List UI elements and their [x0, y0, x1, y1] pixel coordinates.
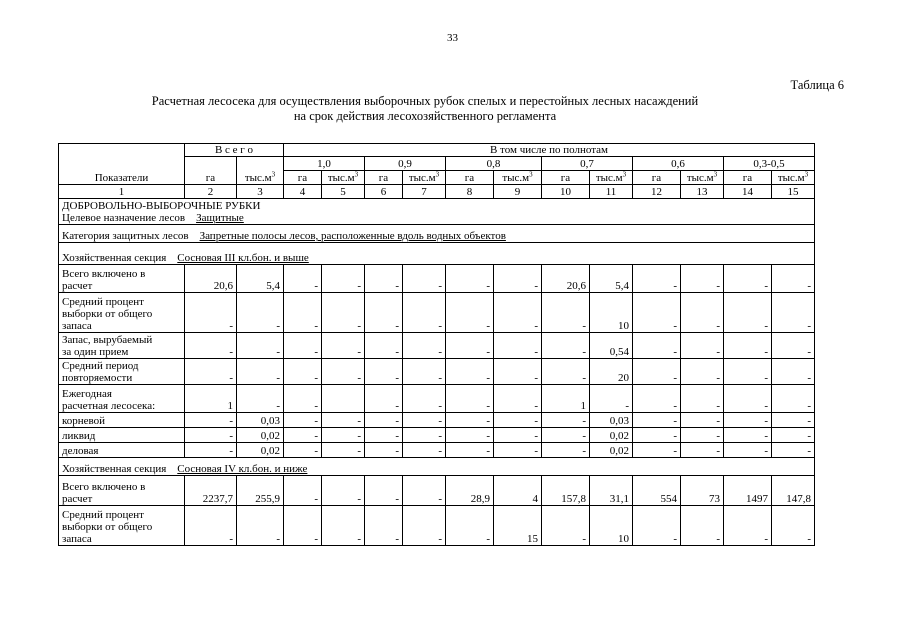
cell-value: -	[494, 293, 542, 333]
cell-value: -	[185, 359, 237, 385]
section-row-cell	[59, 243, 815, 265]
cell-value: -	[284, 385, 322, 413]
row-label	[59, 428, 185, 443]
table-row	[59, 506, 815, 546]
table-row	[59, 333, 815, 359]
cell-value: -	[633, 428, 681, 443]
cell-value: -	[365, 265, 403, 293]
header-unit-ha: га	[446, 171, 494, 185]
cell-value: -	[322, 428, 365, 443]
cell-value: 1497	[724, 476, 772, 506]
row-label-line: выборки от общего	[62, 308, 153, 320]
cell-value: -	[681, 359, 724, 385]
allowable-cut-table	[58, 143, 815, 546]
row-label-line: повторяемости	[62, 372, 133, 384]
header-unit-ha: га	[542, 171, 590, 185]
cell-value: 157,8	[542, 476, 590, 506]
cell-value: -	[633, 359, 681, 385]
column-number: 12	[633, 185, 681, 199]
cell-value: -	[403, 359, 446, 385]
cell-value: -	[365, 413, 403, 428]
cell-value: -	[772, 385, 815, 413]
cell-value: -	[322, 265, 365, 293]
cell-value: -	[237, 506, 284, 546]
header-density: 0,7	[542, 157, 633, 171]
cutting-type: ДОБРОВОЛЬНО-ВЫБОРОЧНЫЕ РУБКИ	[62, 200, 261, 212]
cell-value: -	[724, 385, 772, 413]
cell-value: -	[446, 443, 494, 458]
cell-value: -	[494, 359, 542, 385]
cell-value: -	[633, 506, 681, 546]
cell-value: -	[446, 359, 494, 385]
header-density: 1,0	[284, 157, 365, 171]
row-label-line: корневой	[62, 415, 106, 427]
row-label	[59, 385, 185, 413]
cell-value: 0,02	[237, 428, 284, 443]
section-value: Сосновая IV кл.бон. и ниже	[177, 463, 308, 475]
cell-value: 554	[633, 476, 681, 506]
cell-value: -	[681, 413, 724, 428]
row-label-line: Ежегодная	[62, 388, 112, 400]
table-label: Таблица 6	[790, 78, 844, 92]
table-header	[59, 144, 815, 199]
section-label: Хозяйственная секция	[62, 252, 167, 264]
cell-value: -	[633, 333, 681, 359]
cell-value: -	[284, 413, 322, 428]
column-number: 6	[365, 185, 403, 199]
cell-value: -	[772, 428, 815, 443]
cell-value: 28,9	[446, 476, 494, 506]
cell-value: -	[542, 333, 590, 359]
cell-value: -	[633, 443, 681, 458]
cell-value: -	[185, 428, 237, 443]
table-row	[59, 265, 815, 293]
cell-value: -	[772, 293, 815, 333]
header-thous-m3: $тыс.м^3$	[237, 157, 284, 185]
header-unit-thous-m3: $тыс.м^3$	[403, 171, 446, 185]
cell-value: -	[772, 265, 815, 293]
cell-value: -	[494, 428, 542, 443]
table-row	[59, 443, 815, 458]
cell-value: 15	[494, 506, 542, 546]
cell-value: -	[724, 265, 772, 293]
cutting-type-row-cell	[59, 199, 815, 225]
header-unit-ha: га	[284, 171, 322, 185]
cell-value: -	[237, 333, 284, 359]
header-ha: га	[185, 157, 237, 185]
table-body	[59, 199, 815, 546]
cell-value: 10	[590, 506, 633, 546]
cell-value: -	[365, 506, 403, 546]
cell-value: -	[403, 476, 446, 506]
section-row-cell	[59, 458, 815, 476]
cell-value: -	[772, 333, 815, 359]
column-number: 15	[772, 185, 815, 199]
cell-value: -	[724, 428, 772, 443]
cell-value: 0,03	[590, 413, 633, 428]
column-number: 2	[185, 185, 237, 199]
cell-value: -	[542, 506, 590, 546]
cell-value: -	[403, 293, 446, 333]
cell-value: -	[322, 413, 365, 428]
cell-value: -	[633, 293, 681, 333]
row-label-line: выборки от общего	[62, 521, 153, 533]
cell-value: 20,6	[542, 265, 590, 293]
row-label	[59, 506, 185, 546]
cell-value: 0,02	[590, 443, 633, 458]
cell-value: -	[237, 385, 284, 413]
row-label-line: запаса	[62, 320, 92, 332]
cell-value: -	[322, 333, 365, 359]
column-number: 14	[724, 185, 772, 199]
cell-value: 1	[542, 385, 590, 413]
purpose-value: Защитные	[196, 212, 244, 224]
table-title	[0, 94, 850, 124]
header-density: 0,9	[365, 157, 446, 171]
cell-value: -	[322, 359, 365, 385]
column-number: 5	[322, 185, 365, 199]
cell-value: -	[284, 333, 322, 359]
cell-value: -	[633, 265, 681, 293]
header-unit-thous-m3: $тыс.м^3$	[772, 171, 815, 185]
category-row	[59, 225, 815, 243]
cell-value: -	[322, 506, 365, 546]
section-value: Сосновая III кл.бон. и выше	[177, 252, 309, 264]
cell-value: -	[446, 428, 494, 443]
row-label	[59, 333, 185, 359]
cell-value: -	[365, 428, 403, 443]
row-label-line: Всего включено в	[62, 268, 146, 280]
title-line-1: Расчетная лесосека для осуществления выборочных рубок спелых и перестойных лесных насаждений	[151, 94, 699, 108]
title-line-2: на срок действия лесохозяйственного регламента	[293, 109, 557, 123]
row-label-line: за один прием	[62, 346, 129, 358]
cell-value: 31,1	[590, 476, 633, 506]
cell-value: -	[542, 413, 590, 428]
section-row	[59, 458, 815, 476]
cell-value: -	[185, 506, 237, 546]
cell-value: -	[724, 293, 772, 333]
row-label	[59, 443, 185, 458]
cell-value: -	[681, 333, 724, 359]
cell-value: -	[681, 428, 724, 443]
header-indicators: Показатели	[59, 144, 185, 185]
cell-value: -	[365, 333, 403, 359]
purpose-label: Целевое назначение лесов	[62, 212, 186, 224]
table-row	[59, 476, 815, 506]
cell-value: -	[365, 443, 403, 458]
cell-value: -	[681, 293, 724, 333]
table-row	[59, 413, 815, 428]
row-label-line: Средний процент	[62, 296, 144, 308]
column-number: 11	[590, 185, 633, 199]
header-unit-thous-m3: $тыс.м^3$	[681, 171, 724, 185]
cell-value: -	[494, 333, 542, 359]
cell-value: -	[185, 413, 237, 428]
header-unit-thous-m3: $тыс.м^3$	[494, 171, 542, 185]
row-label	[59, 359, 185, 385]
row-label-line: Запас, вырубаемый	[62, 334, 153, 346]
row-label-line: ликвид	[62, 430, 96, 442]
header-density: 0,6	[633, 157, 724, 171]
cell-value: -	[446, 293, 494, 333]
table-row	[59, 385, 815, 413]
column-number: 3	[237, 185, 284, 199]
cell-value: -	[494, 443, 542, 458]
cell-value: -	[494, 385, 542, 413]
cell-value: 5,4	[590, 265, 633, 293]
cell-value: 20,6	[185, 265, 237, 293]
cell-value: -	[590, 385, 633, 413]
column-number: 8	[446, 185, 494, 199]
cell-value: -	[365, 476, 403, 506]
row-label-line: расчетная лесосека:	[62, 400, 156, 412]
cell-value: 255,9	[237, 476, 284, 506]
row-label-line: Средний процент	[62, 509, 144, 521]
cell-value: -	[284, 476, 322, 506]
header-unit-ha: га	[633, 171, 681, 185]
cell-value: -	[284, 443, 322, 458]
cell-value: -	[681, 443, 724, 458]
column-number: 1	[59, 185, 185, 199]
header-density: 0,3-0,5	[724, 157, 815, 171]
cell-value: -	[365, 385, 403, 413]
column-number: 9	[494, 185, 542, 199]
cell-value: -	[365, 359, 403, 385]
cell-value: -	[772, 443, 815, 458]
cell-value: -	[542, 359, 590, 385]
cell-value: -	[542, 428, 590, 443]
column-number: 13	[681, 185, 724, 199]
cell-value: -	[724, 333, 772, 359]
row-label-line: расчет	[62, 493, 93, 505]
cell-value: -	[446, 506, 494, 546]
cell-value: -	[446, 333, 494, 359]
cell-value: -	[284, 265, 322, 293]
header-including: В том числе по полнотам	[284, 144, 815, 157]
header-unit-ha: га	[365, 171, 403, 185]
cell-value: 5,4	[237, 265, 284, 293]
cell-value: -	[724, 443, 772, 458]
header-unit-thous-m3: $тыс.м^3$	[590, 171, 633, 185]
cell-value: -	[322, 476, 365, 506]
cutting-type-row	[59, 199, 815, 225]
category-row-cell	[59, 225, 815, 243]
cell-value: -	[724, 413, 772, 428]
cell-value: -	[772, 413, 815, 428]
cell-value: -	[403, 265, 446, 293]
cell-value: -	[494, 265, 542, 293]
cell-value: -	[633, 385, 681, 413]
cell-value: 0,03	[237, 413, 284, 428]
row-label	[59, 265, 185, 293]
cell-value: 1	[185, 385, 237, 413]
cell-value: -	[633, 413, 681, 428]
cell-value: -	[772, 506, 815, 546]
cell-value: 0,02	[237, 443, 284, 458]
cell-value: -	[284, 506, 322, 546]
cell-value: -	[446, 265, 494, 293]
cell-value: -	[681, 265, 724, 293]
category-label: Категория защитных лесов	[62, 230, 189, 242]
column-number: 7	[403, 185, 446, 199]
cell-value: 2237,7	[185, 476, 237, 506]
row-label-line: Средний период	[62, 360, 139, 372]
cell-value: -	[542, 293, 590, 333]
cell-value: -	[542, 443, 590, 458]
cell-value: 73	[681, 476, 724, 506]
cell-value: -	[724, 506, 772, 546]
row-label-line: деловая	[62, 445, 99, 457]
header-unit-thous-m3: $тыс.м^3$	[322, 171, 365, 185]
cell-value: 0,02	[590, 428, 633, 443]
cell-value: -	[322, 443, 365, 458]
header-total: В с е г о	[185, 144, 284, 157]
table-row	[59, 428, 815, 443]
section-row	[59, 243, 815, 265]
column-number: 10	[542, 185, 590, 199]
row-label-line: Всего включено в	[62, 481, 146, 493]
cell-value: -	[403, 443, 446, 458]
table-row	[59, 293, 815, 333]
row-label	[59, 476, 185, 506]
row-label	[59, 413, 185, 428]
cell-value: -	[284, 293, 322, 333]
cell-value: -	[185, 293, 237, 333]
cell-value: 147,8	[772, 476, 815, 506]
cell-value: -	[403, 385, 446, 413]
table-row	[59, 359, 815, 385]
cell-value: -	[237, 359, 284, 385]
cell-value: -	[185, 333, 237, 359]
cell-value: -	[724, 359, 772, 385]
header-density: 0,8	[446, 157, 542, 171]
purpose-line	[62, 212, 811, 224]
cell-value: -	[403, 413, 446, 428]
row-label	[59, 293, 185, 333]
cell-value: -	[446, 413, 494, 428]
cell-value: -	[322, 293, 365, 333]
cell-value: -	[284, 359, 322, 385]
row-label-line: расчет	[62, 280, 93, 292]
cell-value: 4	[494, 476, 542, 506]
cell-value: -	[365, 293, 403, 333]
cell-value: -	[772, 359, 815, 385]
cell-value: 20	[590, 359, 633, 385]
header-unit-ha: га	[724, 171, 772, 185]
column-number: 4	[284, 185, 322, 199]
cell-value: -	[403, 333, 446, 359]
section-label: Хозяйственная секция	[62, 463, 167, 475]
cell-value: -	[494, 413, 542, 428]
cell-value: -	[681, 506, 724, 546]
cell-value: -	[284, 428, 322, 443]
cell-value: 10	[590, 293, 633, 333]
cell-value: -	[681, 385, 724, 413]
page-number: 33	[447, 32, 458, 44]
cell-value	[322, 385, 365, 413]
cell-value: -	[237, 293, 284, 333]
category-value: Запретные полосы лесов, расположенные вдоль водных объектов	[199, 230, 506, 242]
cell-value: -	[403, 428, 446, 443]
cell-value: -	[185, 443, 237, 458]
cell-value: -	[446, 385, 494, 413]
cell-value: 0,54	[590, 333, 633, 359]
cell-value: -	[403, 506, 446, 546]
row-label-line: запаса	[62, 533, 92, 545]
